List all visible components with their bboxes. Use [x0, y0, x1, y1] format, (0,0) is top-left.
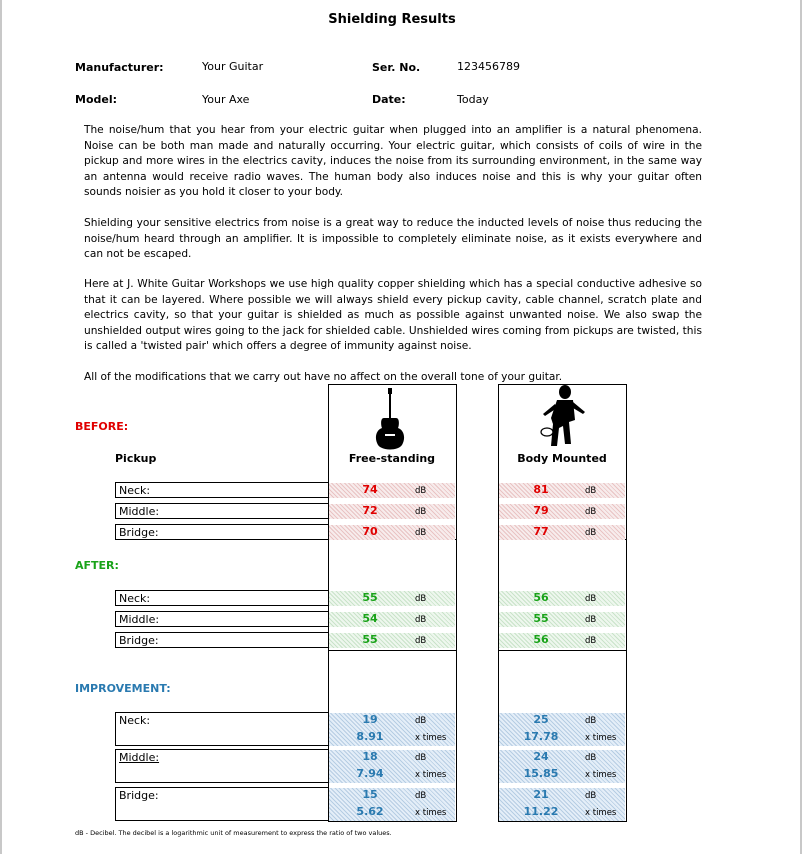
model-value: Your Axe — [202, 93, 250, 106]
body-mounted-header: Body Mounted — [517, 452, 607, 465]
before-free-neck-cell — [329, 483, 455, 498]
after-label: AFTER: — [75, 559, 119, 572]
improvement-free-middle-cell — [329, 750, 455, 783]
date-label: Date: — [372, 93, 406, 106]
improvement-row-bridge: Bridge: — [115, 787, 328, 821]
unit-times: x times — [585, 733, 617, 743]
before-body-middle-value: 79 — [533, 504, 549, 517]
unit-times: x times — [585, 770, 617, 780]
paragraph-tone: All of the modifications that we carry out have no affect on the overall tone of your guitar. — [84, 371, 563, 383]
after-free-middle-value: 54 — [362, 612, 378, 625]
unit-db: dB — [585, 615, 597, 625]
before-body-neck-value: 81 — [533, 483, 549, 496]
paragraph-shielding: Shielding your sensitive electrics from noise is a great way to reduce the inducted levels of noise thus reducing the noise/hum heard through an amplifier. It is impossible to completely eliminate noise, as it exists everywhere and can not be escaped. — [84, 217, 702, 261]
after-body-neck-cell — [499, 591, 625, 606]
improvement-body-neck-db: 25 — [533, 713, 549, 726]
improvement-body-middle-db: 24 — [533, 750, 549, 763]
improvement-body-middle-cell — [499, 750, 625, 783]
improvement-body-neck-cell — [499, 713, 625, 746]
improvement-free-bridge-times: 5.62 — [356, 805, 384, 818]
unit-db: dB — [415, 615, 427, 625]
improvement-body-bridge-cell — [499, 788, 625, 821]
before-body-bridge-value: 77 — [533, 525, 549, 538]
before-body-neck-cell — [499, 483, 625, 498]
before-body-bridge-cell — [499, 525, 625, 540]
improvement-label: IMPROVEMENT: — [75, 682, 171, 695]
after-body-neck-value: 56 — [533, 591, 549, 604]
unit-db: dB — [415, 753, 427, 763]
after-free-bridge-value: 55 — [362, 633, 378, 646]
after-free-bridge-cell — [329, 633, 455, 648]
pickup-header: Pickup — [115, 452, 157, 465]
unit-db: dB — [415, 636, 427, 646]
unit-db: dB — [585, 594, 597, 604]
manufacturer-value: Your Guitar — [202, 60, 264, 73]
after-free-neck-value: 55 — [362, 591, 378, 604]
before-free-middle-value: 72 — [362, 504, 378, 517]
after-row-middle: Middle: — [115, 611, 328, 627]
improvement-free-bridge-cell — [329, 788, 455, 821]
serial-value: 123456789 — [457, 60, 520, 73]
improvement-row-neck: Neck: — [115, 712, 328, 746]
before-free-bridge-value: 70 — [362, 525, 378, 538]
after-body-bridge-value: 56 — [533, 633, 549, 646]
unit-times: x times — [415, 808, 447, 818]
page-title: Shielding Results — [328, 12, 456, 27]
model-label: Model: — [75, 93, 118, 106]
improvement-body-middle-times: 15.85 — [523, 767, 559, 780]
after-body-middle-value: 55 — [533, 612, 549, 625]
unit-db: dB — [585, 791, 597, 801]
improvement-row-middle: Middle: — [115, 749, 328, 783]
unit-times: x times — [415, 733, 447, 743]
after-body-bridge-cell — [499, 633, 625, 648]
unit-db: dB — [415, 716, 427, 726]
unit-db: dB — [415, 486, 427, 496]
improvement-free-neck-cell — [329, 713, 455, 746]
after-free-middle-cell — [329, 612, 455, 627]
paragraph-noise: The noise/hum that you hear from your electric guitar when plugged into an amplifier is a natural phenomena. Noise can be both man made and naturally occurring. Your electric guitar, which consists of coils of wire in the pickup and more wires in the electrics cavity, induces the noise from its surrounding environment, in the same way an antenna would receive radio waves. The human body also induces noise and this is why your guitar often sounds noisier as you hold it closer to your body. — [84, 124, 702, 199]
page-edge-right — [800, 0, 802, 854]
before-row-neck: Neck: — [115, 482, 328, 498]
before-free-middle-cell — [329, 504, 455, 519]
unit-times: x times — [415, 770, 447, 780]
unit-db: dB — [585, 636, 597, 646]
unit-db: dB — [415, 791, 427, 801]
before-free-bridge-cell — [329, 525, 455, 540]
after-row-neck: Neck: — [115, 590, 328, 606]
unit-db: dB — [415, 594, 427, 604]
unit-db: dB — [585, 486, 597, 496]
unit-db: dB — [415, 528, 427, 538]
serial-label: Ser. No. — [372, 61, 421, 74]
improvement-free-bridge-db: 15 — [362, 788, 378, 801]
improvement-body-bridge-times: 11.22 — [523, 805, 559, 818]
footnote: dB - Decibel. The decibel is a logarithmic unit of measurement to express the ratio of two values. — [75, 829, 392, 837]
unit-db: dB — [585, 507, 597, 517]
before-label: BEFORE: — [75, 420, 129, 433]
unit-db: dB — [585, 753, 597, 763]
after-body-middle-cell — [499, 612, 625, 627]
improvement-free-neck-times: 8.91 — [356, 730, 384, 743]
page-edge-left — [0, 0, 2, 854]
paragraph-workshop: Here at J. White Guitar Workshops we use high quality copper shielding which has a special conductive adhesive so that it can be layered. Where possible we will always shield every pickup cavity, cable channel, scratch plate and electrics cavity, so that your guitar is shielded as much as possible against unwanted noise. We also swap the unshielded output wires going to the jack for shielded cable. Unshielded wires coming from pickups are twisted, this is called a 'twisted pair' which offers a degree of immunity against noise. — [84, 278, 702, 353]
guitar-icon — [370, 388, 410, 452]
improvement-free-middle-db: 18 — [362, 750, 378, 763]
improvement-body-bridge-db: 21 — [533, 788, 549, 801]
before-row-bridge: Bridge: — [115, 524, 328, 540]
before-row-middle: Middle: — [115, 503, 328, 519]
improvement-free-neck-db: 19 — [362, 713, 378, 726]
unit-times: x times — [585, 808, 617, 818]
before-free-neck-value: 74 — [362, 483, 378, 496]
date-value: Today — [457, 93, 489, 106]
unit-db: dB — [585, 528, 597, 538]
before-body-middle-cell — [499, 504, 625, 519]
improvement-body-neck-times: 17.78 — [523, 730, 559, 743]
after-free-neck-cell — [329, 591, 455, 606]
unit-db: dB — [585, 716, 597, 726]
unit-db: dB — [415, 507, 427, 517]
free-standing-header: Free-standing — [348, 452, 436, 465]
improvement-free-middle-times: 7.94 — [356, 767, 384, 780]
manufacturer-label: Manufacturer: — [75, 61, 164, 74]
guitarist-icon — [531, 384, 591, 454]
after-row-bridge: Bridge: — [115, 632, 328, 648]
